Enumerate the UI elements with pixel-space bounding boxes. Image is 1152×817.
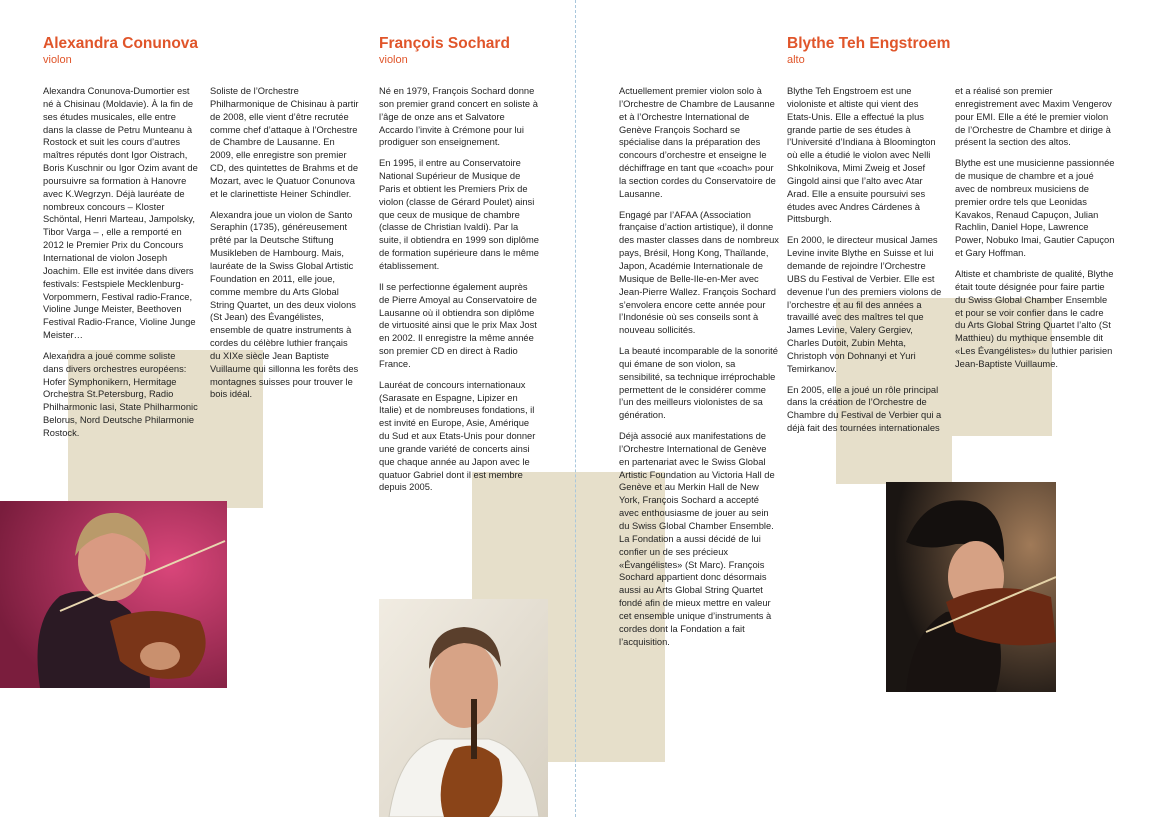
musician-name: François Sochard xyxy=(379,35,510,52)
bio-column xyxy=(619,85,779,656)
bio-paragraph: En 1995, il entre au Conservatoire National Supérieur de Musique de Paris et obtient les Premiers Prix de violon (classe de Gérard Poulet) ainsi que ceux de musique de chambre (classe de Christian Ivaldi). Par la suite, il obtiendra en 1999 son diplôme de formation supérieure dans le même établissement. xyxy=(379,158,539,271)
bio-column xyxy=(787,85,942,443)
bio-paragraph: et a réalisé son premier enregistrement avec Maxim Vengerov pour EMI. Elle a été le premier violon de l’Orchestre de Chambre et dirige à présent la section des altos. xyxy=(955,86,1112,148)
bio-paragraph: Actuellement premier violon solo à l’Orchestre de Chambre de Lausanne et à l’Orchestre International de Genève François Sochard se spécialise dans la préparation des concours d’orchestre et enseigne le déchiffrage en tant que «coach» pour la section cordes du Conservatoire de Lausanne. xyxy=(619,86,776,199)
bio-paragraph: Alexandra a joué comme soliste dans divers orchestres européens: Hofer Symphonikern, Hermitage Orchestra St.Petersburg, Radio Philharmonic Iasi, State Philharmonic Belorus, Nord Deutsche Philarmonie Rostock. xyxy=(43,350,198,438)
bio-column xyxy=(210,85,360,409)
bio-paragraph: En 2000, le directeur musical James Levine invite Blythe en Suisse et lui demande de rejoindre l’Orchestre UBS du Festival de Verbier. Elle est devenue l’un des premiers violons de l’orchestre et au fil des années a travaillé avec des maîtres tel que James Levine, Valery Gergiev, Charles Dutoit, Zubin Mehta, Christoph von Dohnanyi et Yuri Temirkanov. xyxy=(787,235,942,374)
bio-paragraph: Alexandra Conunova-Dumortier est né à Chisinau (Moldavie). À la fin de ses études musicales, elle entre dans la classe de Petru Munteanu à Rostock et suit les cours d’autres maîtres réputés dont Igor Oistrach, Boris Kuschnir ou Igor Ozim avant de poursuivre sa formation à Hanovre avec K.Wegrzyn. Déjà lauréate de nombreux concours – Kloster Schöntal, Henri Marteau, Jampolsky, Tibor Varga – , elle a remporté en 2012 le Premier Prix du Concours International de violon Joseph Joachim. Elle est invitée dans divers festivals: Festspiele Mecklenburg- Vorpommern, Festival radio-France, Violine Junge Meister, Beethoven Festival Radio-France, Violine Junge Meister… xyxy=(43,86,198,341)
bio-paragraph: Il se perfectionne également auprès de Pierre Amoyal au Conservatoire de Lausanne où il obtiendra son diplôme de virtuosité ainsi que le prix Max Jost en 2002. Il enregistre la même année son premier CD en direct à Radio France. xyxy=(379,281,537,369)
bio-paragraph: En 2005, elle a joué un rôle principal dans la création de l’Orchestre de Chambre du Festival de Verbier qui a déjà fait des tournées internationales xyxy=(787,384,942,434)
bio-column xyxy=(955,85,1115,379)
musician-role: violon xyxy=(379,54,408,66)
bio-paragraph: Soliste de l’Orchestre Philharmonique de Chisinau à partir de 2008, elle vient d’être recrutée comme chef d’attaque à l’Orchestre de Chambre de Lausanne. En 2009, elle enregistre son premier CD, des quintettes de Brahms et de Mozart, avec le Quatuor Conunova et le clarinettiste Heiner Schindler. xyxy=(210,86,359,199)
bio-paragraph: Lauréat de concours internationaux (Sarasate en Espagne, Lipizer en Italie) et de nombreuses fondations, il est invité en Europe, Asie, Amérique du Sud et aux Etats-Unis pour donner une grande variété de concerts ainsi que chaque année au Japon avec le quatuor Gabriel dont il est membre depuis 2005. xyxy=(379,379,536,493)
bio-paragraph: Blythe Teh Engstroem est une violoniste et altiste qui vient des Etats-Unis. Elle a effectué la plus grande partie de ses études à l’Université d’Indiana à Bloomington où elle a étudié le violon avec Nelli Shkolnikova, Mimi Zweig et Josef Gingold ainsi que l’alto avec Atar Arad. Elle a ensuite poursuivi ses études avec Andres Cárdenes à Pittsburgh. xyxy=(787,86,936,225)
page-fold-line xyxy=(575,0,576,817)
bio-paragraph: Alexandra joue un violon de Santo Seraphin (1735), généreusement prêté par la Deutsche Stiftung Musikleben de Hambourg. Mais, lauréate de la Swiss Global Artistic Foundation en 2011, elle joue, comme membre du Arts Global String Quartet, un des deux violons (St Jean) des Évangélistes, ensemble de quatre instruments à cordes du célèbre luthier français du XIXe siècle Jean Baptiste Vuillaume qui sillonna les forêts des montagnes suisses pour trouver le bois idéal. xyxy=(210,209,359,400)
bio-paragraph: Né en 1979, François Sochard donne son premier grand concert en soliste à l’âge de onze ans et Salvatore Accardo l’invite à Crémone pour lui prodiguer son enseignement. xyxy=(379,86,538,148)
musician-photo xyxy=(0,501,227,688)
bio-column xyxy=(379,85,539,502)
bio-paragraph: Blythe est une musicienne passionnée de musique de chambre et a joué avec de nombreux musiciens de premier ordre tels que Leonidas Kavakos, Renaud Capuçon, Julian Rachlin, Daniel Hope, Lawrence Power, Nobuko Imai, Gautier Capuçon et Gary Hoffman. xyxy=(955,158,1115,259)
musician-name: Blythe Teh Engstroem xyxy=(787,35,951,52)
musician-role: violon xyxy=(43,54,72,66)
musician-photo xyxy=(886,482,1056,692)
bio-column xyxy=(43,85,198,448)
bio-paragraph: Engagé par l’AFAA (Association française d’action artistique), il donne des master classes dans de nombreux pays, Brésil, Hong Kong, Thaïlande, Japon, Académie Internationale de Musique de Belle-Ile-en-Mer avec Jean-Pierre Wallez. François Sochard s’envolera encore cette année pour l’Indonésie où ses conseils sont à nouveau sollicités. xyxy=(619,209,779,336)
bio-paragraph: La beauté incomparable de la sonorité qui émane de son violon, sa sensibilité, sa technique irréprochable permettent de le considérer comme l’un des meilleurs violonistes de sa génération. xyxy=(619,346,778,421)
musician-role: alto xyxy=(787,54,805,66)
bio-paragraph: Altiste et chambriste de qualité, Blythe était toute désignée pour faire partie du Swiss Global Chamber Ensemble et pour se voir confier dans le cadre du Arts Global String Quartet l’alto (St Matthieu) du mythique ensemble dit «Les Évangélistes» du luthier parisien Jean-Baptiste Vuillaume. xyxy=(955,268,1114,369)
musician-photo xyxy=(379,599,548,817)
musician-name: Alexandra Conunova xyxy=(43,35,199,52)
bio-paragraph: Déjà associé aux manifestations de l’Orchestre International de Genève en partenariat avec le Swiss Global Artistic Foundation au Victoria Hall de Genève et au Merkin Hall de New York, François Sochard a accepté avec enthousiasme de jouer au sein du Swiss Global Chamber Ensemble. La Fondation a aussi décidé de lui confier un de ses précieux «Évangélistes» (St Marc). François Sochard appartient donc désormais aussi au Arts Global String Quartet fondé afin de mieux mettre en valeur cet ensemble unique d’instruments à cordes dont la Fondation a fait l’acquisition. xyxy=(619,431,775,647)
